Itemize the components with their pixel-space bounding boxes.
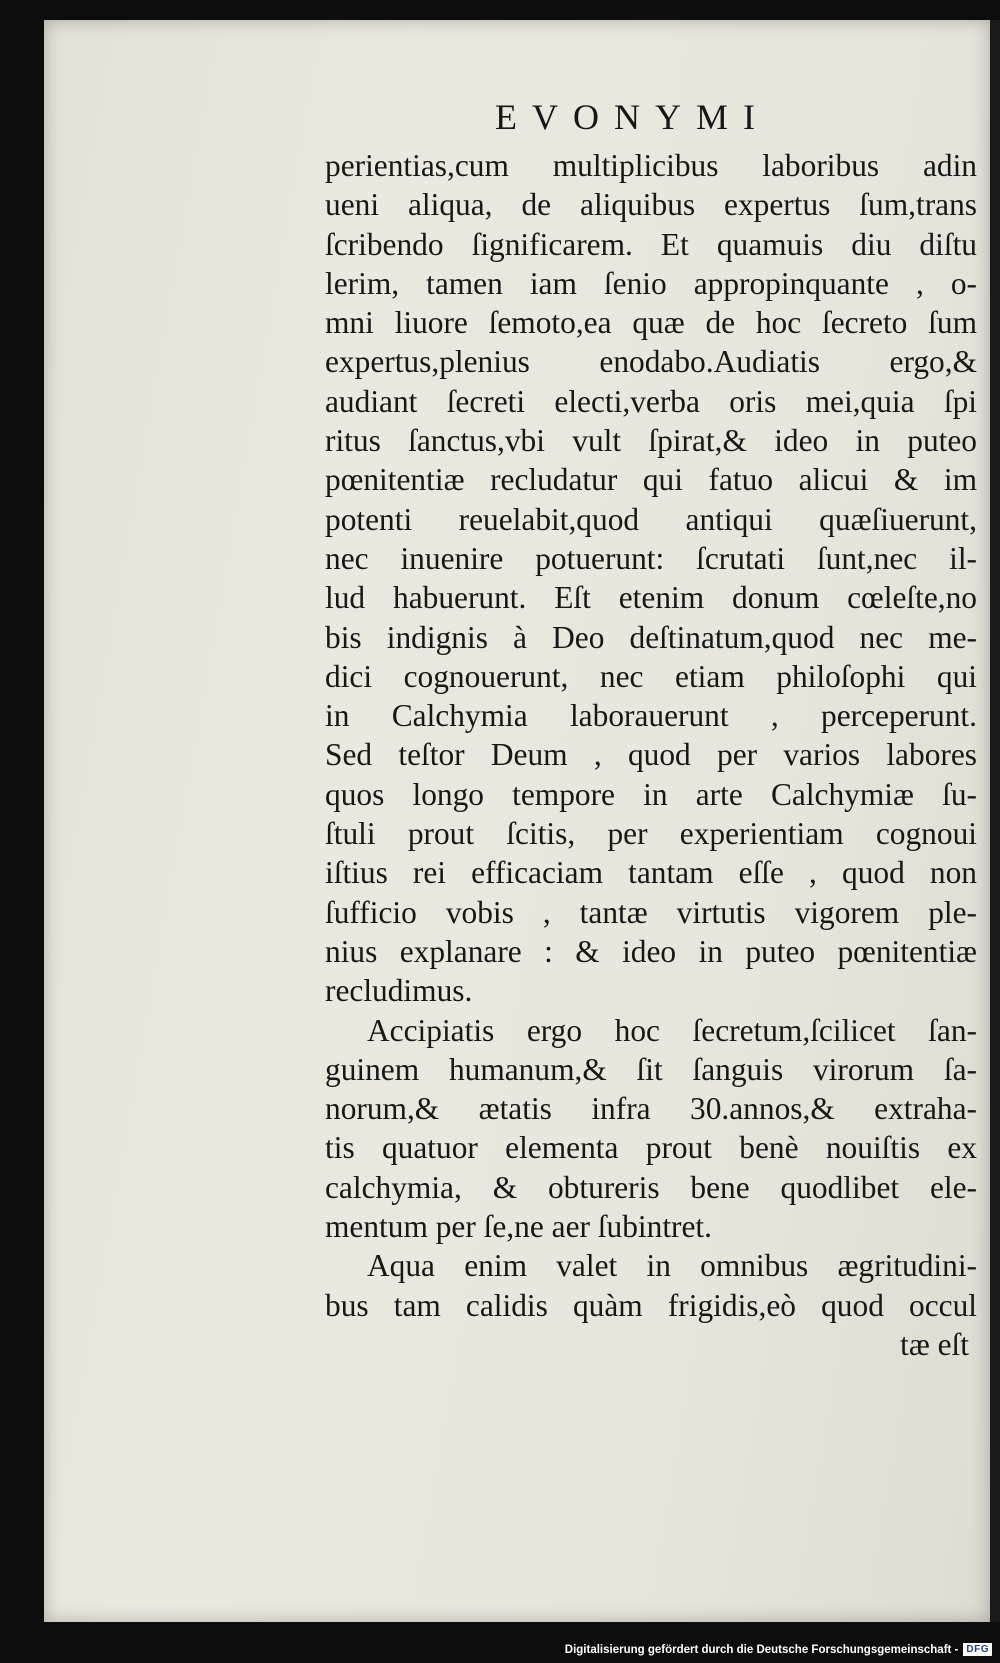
text-line: guinem humanum,& ſit ſanguis virorum ſa-	[325, 1051, 977, 1087]
text-line: mentum per ſe,ne aer ſubintret.	[325, 1209, 713, 1245]
credit-text: Digitalisierung gefördert durch die Deutsche Forschungsgemeinschaft -	[564, 1643, 959, 1656]
catchword: tæ eſt	[900, 1326, 969, 1362]
text-line: bis indignis à Deo deſtinatum,quod nec me-	[325, 619, 977, 655]
text-line: ſtuli prout ſcitis, per experientiam cognoui	[325, 816, 977, 852]
text-line: tis quatuor elementa prout benè nouiſtis ex	[325, 1130, 977, 1166]
text-line: perientias,cum multiplicibus laboribus adin	[325, 148, 977, 183]
text-line: iſtius rei efficaciam tantam eſſe , quod non	[325, 855, 977, 891]
text-line: lud habuerunt. Eſt etenim donum cœleſte,no	[325, 580, 977, 616]
dfg-logo: DFG	[963, 1643, 992, 1656]
text-line: recludimus.	[325, 973, 473, 1009]
text-line: in Calchymia laborauerunt , perceperunt.	[325, 698, 977, 734]
text-line: norum,& ætatis infra 30.annos,& extraha-	[325, 1091, 977, 1127]
text-line: audiant ſecreti electi,verba oris mei,quia ſpi	[325, 383, 977, 419]
text-line: ritus ſanctus,vbi vult ſpirat,& ideo in puteo	[325, 423, 977, 459]
text-line: expertus,plenius enodabo.Audiatis ergo,&	[325, 344, 977, 380]
text-line: Sed teſtor Deum , quod per varios labores	[325, 737, 977, 773]
text-line: Aqua enim valet in omnibus ægritudini-	[367, 1248, 977, 1284]
text-line: ſcribendo ſignificarem. Et quamuis diu diſtu	[325, 226, 977, 262]
text-line: nec inuenire potuerunt: ſcrutati ſunt,nec il-	[325, 540, 977, 576]
text-line: potenti reuelabit,quod antiqui quæſiuerunt,	[325, 501, 977, 537]
text-line: pœnitentiæ recludatur qui fatuo alicui & im	[325, 462, 977, 498]
text-line: mni liuore ſemoto,ea quæ de hoc ſecreto ſum	[325, 305, 977, 341]
running-head: EVONYMI	[495, 97, 770, 137]
text-line: ueni aliqua, de aliquibus expertus ſum,trans	[325, 187, 977, 223]
text-line: nius explanare : & ideo in puteo pœnitentiæ	[325, 933, 977, 969]
digitization-credit	[565, 1643, 992, 1656]
text-line: calchymia, & obtureris bene quodlibet ele-	[325, 1169, 977, 1205]
text-line: bus tam calidis quàm frigidis,eò quod occul	[325, 1287, 977, 1323]
text-line: ſufficio vobis , tantæ virtutis vigorem ple-	[325, 894, 977, 930]
text-line: dici cognouerunt, nec etiam philoſophi qui	[325, 658, 977, 694]
text-block	[325, 146, 977, 1364]
text-line: lerim, tamen iam ſenio appropinquante , o-	[325, 265, 977, 301]
text-line: Accipiatis ergo hoc ſecretum,ſcilicet ſan-	[367, 1012, 977, 1048]
text-line: quos longo tempore in arte Calchymiæ ſu-	[325, 776, 977, 812]
page-edge-shadow	[990, 20, 1000, 1622]
